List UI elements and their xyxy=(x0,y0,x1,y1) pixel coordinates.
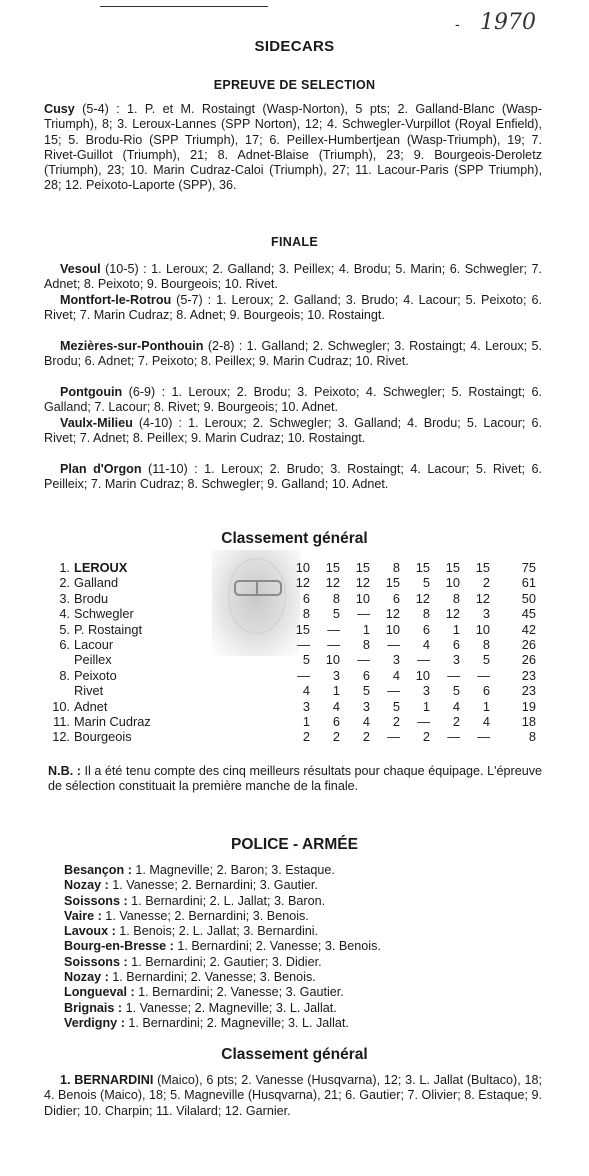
standings-name: Peixoto xyxy=(74,667,117,683)
standings-score: 1 xyxy=(422,698,430,714)
finale-venue: Plan d'Orgon xyxy=(60,462,142,476)
handwritten-year: 1970 xyxy=(480,10,536,35)
standings-name: Galland xyxy=(74,575,119,591)
police-race xyxy=(64,1001,381,1016)
police-leader: 1. BERNARDINI xyxy=(60,1073,154,1087)
police-race-text: 1. Bernardini; 2. Vanesse; 3. Benois. xyxy=(108,970,316,985)
standings-score: 5 xyxy=(422,575,430,591)
standings-score: 12 xyxy=(475,590,490,606)
standings-score: 2 xyxy=(302,729,310,745)
standings-score: 4 xyxy=(482,714,490,730)
police-venue: Bourg-en-Bresse : xyxy=(64,939,174,954)
note-text: Il a été tenu compte des cinq meilleurs résultats pour chaque équipage. L'épreuve de sélection constituait la première manche de la finale. xyxy=(48,764,542,794)
police-race-text: 1. Bernardini; 2. Gautier; 3. Didier. xyxy=(127,954,322,969)
standings-score: 6 xyxy=(452,637,460,653)
police-standings-title: Classement général xyxy=(221,1046,368,1063)
standings-score: — xyxy=(417,652,430,668)
standings-score: — xyxy=(357,606,370,622)
finale-text: (10-5) : 1. Leroux; 2. Galland; 3. Peillex; 4. Brodu; 5. Marin; 6. Schwegler; 7. Adnet; 8. Peixoto; 9. Bourgeois; 10. Rivet. xyxy=(44,262,542,292)
standings-score: 12 xyxy=(385,606,400,622)
standings-score: 5 xyxy=(362,683,370,699)
standings-score: 8 xyxy=(452,590,460,606)
police-race-text: 1. Bernardini; 2. Magneville; 3. L. Jallat. xyxy=(124,1015,349,1030)
standings-name: Marin Cudraz xyxy=(74,714,151,730)
standings-score: 1 xyxy=(482,698,490,714)
standings-total: 61 xyxy=(521,575,536,591)
police-race-text: 1. Benois; 2. L. Jallat; 3. Bernardini. xyxy=(115,924,319,939)
police-race-text: 1. Vanesse; 2. Magneville; 3. L. Jallat. xyxy=(122,1000,337,1015)
standings-row xyxy=(48,729,536,744)
standings-score: 10 xyxy=(445,575,460,591)
standings-score: — xyxy=(387,729,400,745)
standings-row xyxy=(48,714,536,729)
police-race-list xyxy=(64,863,381,1031)
standings-score: 10 xyxy=(385,621,400,637)
police-race xyxy=(64,924,381,939)
standings-score: — xyxy=(417,714,430,730)
police-race-text: 1. Bernardini; 2. Vanesse; 3. Gautier. xyxy=(134,985,344,1000)
standings-total: 23 xyxy=(521,683,536,699)
standings-score: 2 xyxy=(362,729,370,745)
standings-rank: 6. xyxy=(59,637,70,653)
standings-score: — xyxy=(297,667,310,683)
standings-score: 6 xyxy=(302,590,310,606)
finale-text: (4-10) : 1. Leroux; 2. Schwegler; 3. Galland; 4. Brodu; 5. Lacour; 6. Rivet; 7. Adnet; 8. Peillex; 9. Marin Cudraz; 10. Rostaingt. xyxy=(44,416,542,446)
margin-dash: - xyxy=(455,16,460,32)
standings-score: — xyxy=(327,621,340,637)
standings-rank: 10. xyxy=(52,698,70,714)
standings-score: 8 xyxy=(422,606,430,622)
standings-total: 26 xyxy=(521,637,536,653)
police-standings xyxy=(44,1073,542,1119)
standings-score: 8 xyxy=(392,560,400,575)
standings-score: 10 xyxy=(415,667,430,683)
finale-race xyxy=(44,262,542,293)
standings-row xyxy=(48,560,536,575)
standings-score: — xyxy=(327,637,340,653)
standings-score: 8 xyxy=(362,637,370,653)
standings-score: — xyxy=(387,683,400,699)
standings-score: 4 xyxy=(452,698,460,714)
standings-row xyxy=(48,683,536,698)
standings-total: 23 xyxy=(521,667,536,683)
police-race xyxy=(64,985,381,1000)
standings-score: 3 xyxy=(482,606,490,622)
finale-race xyxy=(44,462,542,493)
standings-row xyxy=(48,606,536,621)
standings-rank: 5. xyxy=(59,621,70,637)
standings-score: 4 xyxy=(362,714,370,730)
standings-rank: 4. xyxy=(59,606,70,622)
standings-row xyxy=(48,637,536,652)
sidecars-title: SIDECARS xyxy=(254,38,335,55)
standings-score: — xyxy=(387,637,400,653)
finale-race xyxy=(44,339,542,370)
standings-score: 5 xyxy=(482,652,490,668)
standings-score: — xyxy=(297,637,310,653)
finale-text: (6-9) : 1. Leroux; 2. Brodu; 3. Peixoto; 4. Schwegler; 5. Rostaingt; 6. Galland; 7. Lacour; 8. Rivet; 9. Bourgeois; 10. Adnet. xyxy=(44,385,542,415)
standings-total: 50 xyxy=(521,590,536,606)
police-race-text: 1. Vanesse; 2. Bernardini; 3. Gautier. xyxy=(108,878,318,893)
standings-score: 15 xyxy=(475,560,490,575)
finale-race xyxy=(44,385,542,416)
standings-score: 2 xyxy=(482,575,490,591)
standings-score: 5 xyxy=(332,606,340,622)
selection-venue: Cusy xyxy=(44,102,75,116)
standings-total: 42 xyxy=(521,621,536,637)
standings-score: 5 xyxy=(302,652,310,668)
standings-score: 3 xyxy=(392,652,400,668)
police-race xyxy=(64,863,381,878)
standings-score: 4 xyxy=(392,667,400,683)
standings-score: 15 xyxy=(295,621,310,637)
standings-score: 4 xyxy=(302,683,310,699)
standings-score: — xyxy=(447,729,460,745)
standings-score: 15 xyxy=(415,560,430,575)
standings-score: 3 xyxy=(452,652,460,668)
standings-rank: 12. xyxy=(52,729,70,745)
standings-total: 8 xyxy=(528,729,536,745)
standings-score: 1 xyxy=(302,714,310,730)
police-race xyxy=(64,909,381,924)
standings-score: 1 xyxy=(362,621,370,637)
standings-total: 26 xyxy=(521,652,536,668)
standings-score: 10 xyxy=(355,590,370,606)
police-venue: Soissons : xyxy=(64,893,128,908)
finale-venue: Vaulx-Milieu xyxy=(60,416,133,430)
standings-name: Schwegler xyxy=(74,606,134,622)
standings-total: 45 xyxy=(521,606,536,622)
standings-score: — xyxy=(477,667,490,683)
standings-name: LEROUX xyxy=(74,560,128,575)
note-paragraph xyxy=(48,764,542,795)
standings-name: Lacour xyxy=(74,637,114,653)
standings-score: 10 xyxy=(295,560,310,575)
standings-score: 6 xyxy=(392,590,400,606)
finale-title: FINALE xyxy=(271,235,318,249)
sidecar-standings-title: Classement général xyxy=(221,530,368,547)
standings-total: 18 xyxy=(521,714,536,730)
police-venue: Nozay : xyxy=(64,970,109,985)
standings-rank xyxy=(48,683,74,698)
police-venue: Soissons : xyxy=(64,954,128,969)
standings-score: 4 xyxy=(422,637,430,653)
standings-name: Bourgeois xyxy=(74,729,132,745)
standings-name: Brodu xyxy=(74,590,109,606)
note-label: N.B. : xyxy=(48,764,81,778)
standings-rank xyxy=(48,652,74,667)
standings-name: Adnet xyxy=(74,698,108,714)
standings-score: 15 xyxy=(355,560,370,575)
standings-score: 2 xyxy=(392,714,400,730)
standings-row xyxy=(48,652,536,667)
police-title: POLICE - ARMÉE xyxy=(231,836,358,853)
standings-score: — xyxy=(447,667,460,683)
standings-score: 4 xyxy=(332,698,340,714)
standings-name: Rivet xyxy=(74,683,104,699)
standings-score: 2 xyxy=(422,729,430,745)
standings-row xyxy=(48,668,536,683)
standings-score: 8 xyxy=(332,590,340,606)
standings-rank: 8. xyxy=(59,667,70,683)
standings-score: 6 xyxy=(362,667,370,683)
standings-score: 1 xyxy=(332,683,340,699)
police-venue: Nozay : xyxy=(64,878,109,893)
standings-total: 19 xyxy=(521,698,536,714)
standings-row xyxy=(48,699,536,714)
standings-score: — xyxy=(477,729,490,745)
police-venue: Longueval : xyxy=(64,985,135,1000)
finale-text: (5-7) : 1. Leroux; 2. Galland; 3. Brudo; 4. Lacour; 5. Peixoto; 6. Rivet; 7. Marin Cudraz; 8. Adnet; 9. Bourgeois; 10. Rostaingt. xyxy=(44,293,542,323)
finale-text: (2-8) : 1. Galland; 2. Schwegler; 3. Rostaingt; 4. Leroux; 5. Brodu; 6. Adnet; 7. Peixoto; 8. Peillex; 9. Marin Cudraz; 10. Rivet. xyxy=(44,339,542,369)
standings-total: 75 xyxy=(521,560,536,575)
standings-name: Peillex xyxy=(74,652,112,668)
standings-score: 15 xyxy=(325,560,340,575)
sidecar-standings-table xyxy=(48,560,536,745)
police-race-text: 1. Magneville; 2. Baron; 3. Estaque. xyxy=(131,863,335,877)
standings-score: 6 xyxy=(422,621,430,637)
standings-rank: 1. xyxy=(59,560,70,575)
finale-venue: Mezières-sur-Ponthouin xyxy=(60,339,204,353)
police-standings-text: (Maico), 6 pts; 2. Vanesse (Husqvarna), 12; 3. L. Jallat (Bultaco), 18; 4. Benois (Maico), 18; 5. Magneville (Husqvarna), 21; 6. Gautier; 7. Olivier; 8. Estaque; 9. Didier; 10. Charpin; 11. Vilalard; 12. Garnier. xyxy=(44,1073,542,1118)
police-venue: Brignais : xyxy=(64,1000,123,1015)
standings-score: 5 xyxy=(392,698,400,714)
police-race xyxy=(64,939,381,954)
standings-score: 5 xyxy=(452,683,460,699)
standings-score: 6 xyxy=(332,714,340,730)
police-race-text: 1. Bernardini; 2. Vanesse; 3. Benois. xyxy=(173,939,381,954)
police-race xyxy=(64,878,381,893)
selection-text: (5-4) : 1. P. et M. Rostaingt (Wasp-Norton), 5 pts; 2. Galland-Blanc (Wasp-Triumph), 8; 3. Leroux-Lannes (SPP Norton), 12; 4. Schwegler-Vurpillot (Royal Enfield), 15; 5. Brodu-Rio (SPP Triumph), 17; 6. Peillex-Humbertjean (Wasp-Triumph), 19; 7. Rivet-Guillot (Triumph), 21; 8. Adnet-Blaise (Triumph), 23; 9. Bourgeois-Deroletz (Triumph), 23; 10. Marin Cudraz-Caloi (Triumph), 27; 11. Lacour-Paris (SPP Triumph), 28; 12. Peixoto-Laporte (SPP), 36. xyxy=(44,102,542,193)
standings-score: 2 xyxy=(332,729,340,745)
standings-score: 12 xyxy=(295,575,310,591)
top-rule xyxy=(100,6,268,8)
finale-venue: Pontgouin xyxy=(60,385,123,399)
standings-row xyxy=(48,622,536,637)
finale-text: (11-10) : 1. Leroux; 2. Brudo; 3. Rostaingt; 4. Lacour; 5. Rivet; 6. Peilleix; 7. Marin Cudraz; 8. Schwegler; 9. Galland; 10. Adnet. xyxy=(44,462,542,492)
standings-score: 2 xyxy=(452,714,460,730)
standings-score: 6 xyxy=(482,683,490,699)
finale-venue: Montfort-le-Rotrou xyxy=(60,293,172,307)
standings-score: 15 xyxy=(445,560,460,575)
standings-score: — xyxy=(357,652,370,668)
standings-row xyxy=(48,575,536,590)
standings-score: 8 xyxy=(482,637,490,653)
standings-score: 3 xyxy=(362,698,370,714)
finale-race xyxy=(44,416,542,447)
selection-results xyxy=(44,102,542,194)
police-race xyxy=(64,894,381,909)
police-race xyxy=(64,970,381,985)
finale-race xyxy=(44,293,542,324)
standings-score: 12 xyxy=(445,606,460,622)
standings-score: 3 xyxy=(422,683,430,699)
police-race-text: 1. Bernardini; 2. L. Jallat; 3. Baron. xyxy=(127,893,326,908)
selection-title: EPREUVE DE SELECTION xyxy=(213,78,376,92)
standings-score: 12 xyxy=(415,590,430,606)
standings-score: 15 xyxy=(385,575,400,591)
police-venue: Vaire : xyxy=(64,908,102,923)
standings-name: P. Rostaingt xyxy=(74,621,143,637)
police-venue: Verdigny : xyxy=(64,1015,125,1030)
police-race-text: 1. Vanesse; 2. Bernardini; 3. Benois. xyxy=(101,908,309,923)
standings-score: 8 xyxy=(302,606,310,622)
standings-score: 12 xyxy=(355,575,370,591)
standings-rank: 2. xyxy=(59,575,70,591)
police-race xyxy=(64,955,381,970)
standings-score: 12 xyxy=(325,575,340,591)
finale-venue: Vesoul xyxy=(60,262,101,276)
police-venue: Lavoux : xyxy=(64,924,116,939)
standings-rank: 11. xyxy=(53,714,70,730)
standings-score: 10 xyxy=(475,621,490,637)
police-race xyxy=(64,1016,381,1031)
standings-score: 1 xyxy=(452,621,460,637)
police-venue: Besançon : xyxy=(64,863,132,877)
standings-score: 3 xyxy=(302,698,310,714)
standings-score: 10 xyxy=(325,652,340,668)
standings-row xyxy=(48,591,536,606)
standings-score: 3 xyxy=(332,667,340,683)
standings-rank: 3. xyxy=(59,590,70,606)
